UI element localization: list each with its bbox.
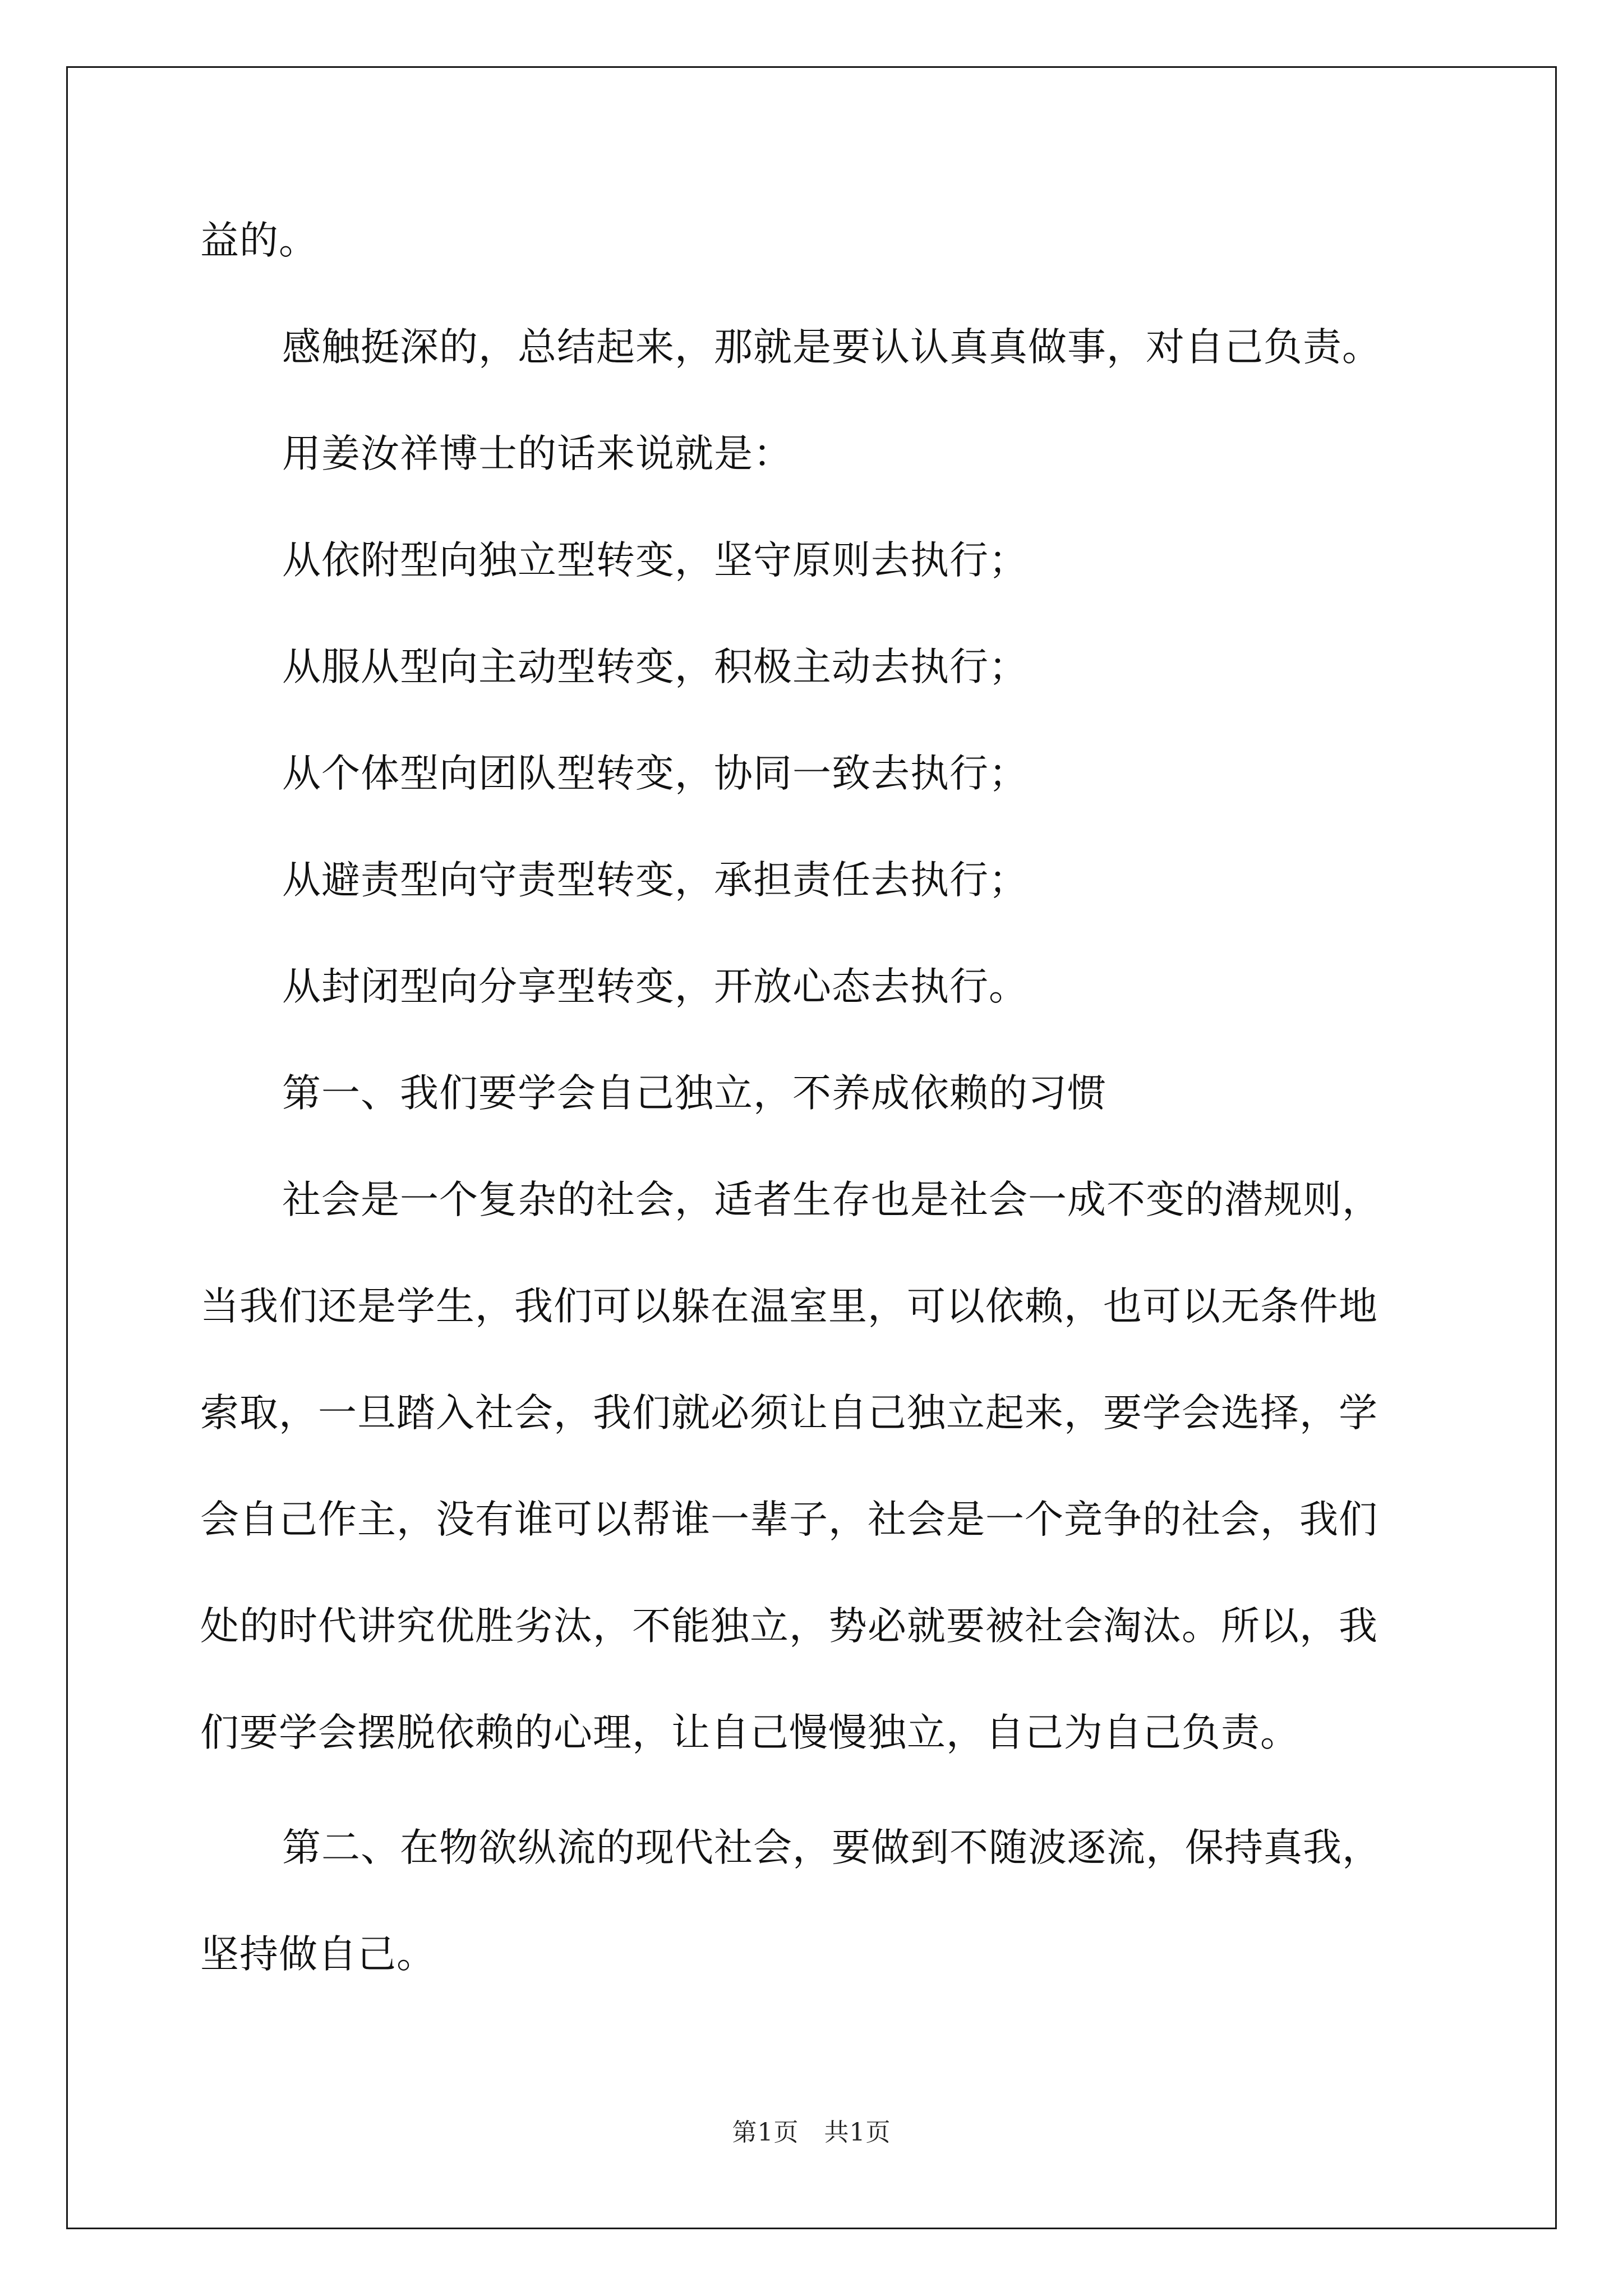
text-line: 从封闭型向分享型转变，开放心态去执行。 — [282, 964, 1028, 1009]
text-line: 坚持做自己。 — [200, 1932, 436, 1977]
text-line: 当我们还是学生，我们可以躲在温室里，可以依赖，也可以无条件地 — [200, 1284, 1378, 1329]
text-line: 处的时代讲究优胜劣汰，不能独立，势必就要被社会淘汰。所以，我 — [200, 1604, 1378, 1649]
text-line: 用姜汝祥博士的话来说就是： — [282, 431, 792, 476]
text-line: 索取，一旦踏入社会，我们就必须让自己独立起来，要学会选择，学 — [200, 1391, 1378, 1435]
text-line: 们要学会摆脱依赖的心理，让自己慢慢独立，自己为自己负责。 — [200, 1710, 1299, 1755]
section-heading: 第二、在物欲纵流的现代社会，要做到不随波逐流，保持真我， — [282, 1825, 1381, 1870]
text-line: 社会是一个复杂的社会，适者生存也是社会一成不变的潜规则， — [282, 1177, 1381, 1222]
page-number-footer: 第1页 共1页 — [732, 2118, 891, 2147]
text-line: 从依附型向独立型转变，坚守原则去执行； — [282, 538, 1028, 583]
section-heading: 第一、我们要学会自己独立，不养成依赖的习惯 — [282, 1071, 1106, 1116]
text-line: 益的。 — [200, 218, 318, 263]
text-line: 会自己作主，没有谁可以帮谁一辈子，社会是一个竞争的社会，我们 — [200, 1497, 1378, 1542]
text-line: 从服从型向主动型转变，积极主动去执行； — [282, 645, 1028, 689]
text-line: 感触挺深的，总结起来，那就是要认认真真做事，对自己负责。 — [282, 325, 1381, 370]
page-border — [66, 66, 1557, 2229]
text-line: 从避责型向守责型转变，承担责任去执行； — [282, 858, 1028, 903]
text-line: 从个体型向团队型转变，协同一致去执行； — [282, 751, 1028, 796]
